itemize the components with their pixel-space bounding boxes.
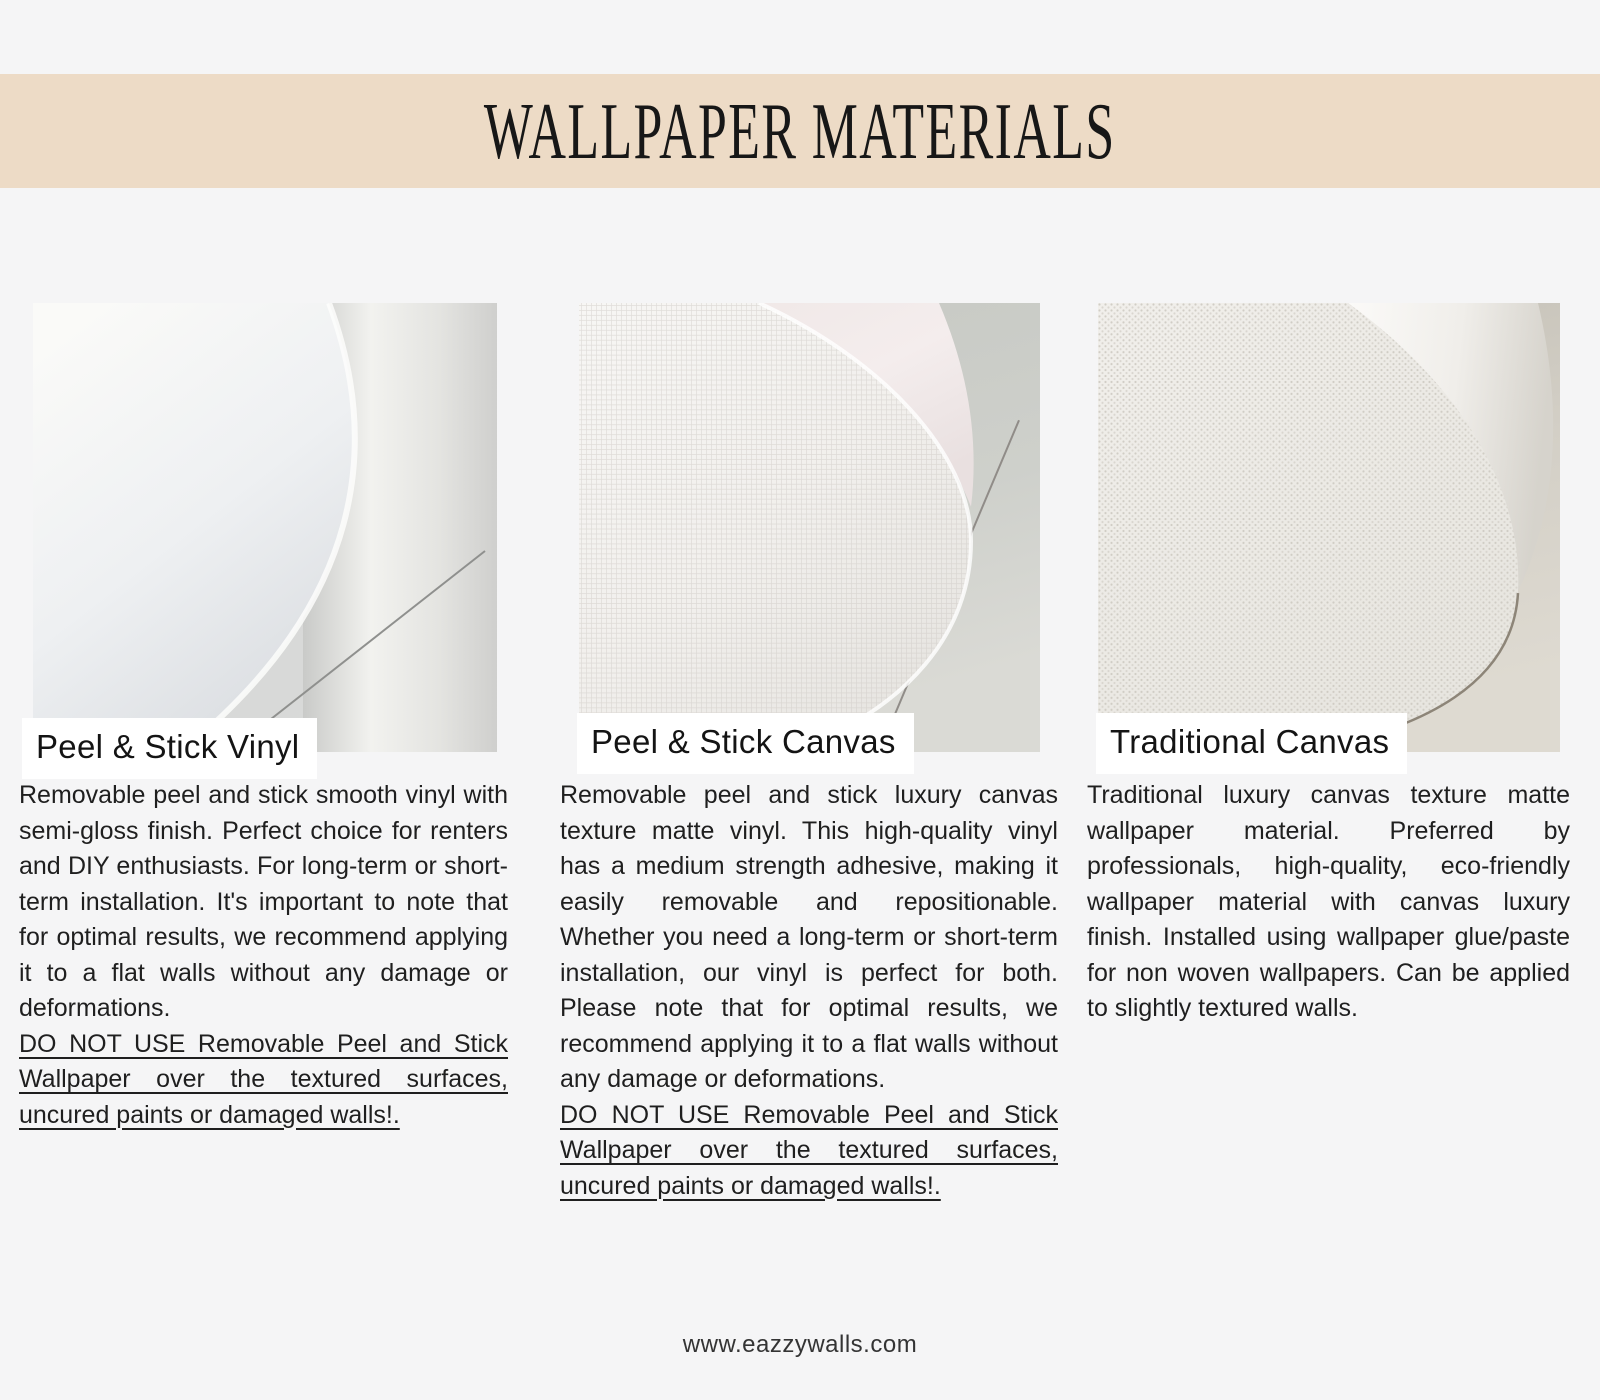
materials-columns [0, 303, 1600, 1263]
material-column-vinyl [19, 303, 508, 1133]
traditional-canvas-sample-photo [1098, 303, 1560, 752]
material-column-traditional [1087, 303, 1570, 1027]
material-description-ps-canvas: Removable peel and stick luxury canvas texture matte vinyl. This high-quality vinyl has a medium strength adhesive, making it easily removable and repositionable. Whether you need a long-term or short-term installation, our vinyl is perfect for both. Please note that for optimal results, we recommend applying it to a flat walls without any damage or deformations. [560, 781, 1058, 1093]
woven-canvas-curl-image [1098, 303, 1560, 752]
canvas-vinyl-curl-image [579, 303, 1040, 752]
material-label-ps-canvas: Peel & Stick Canvas [577, 713, 914, 774]
ps-canvas-sample-photo [579, 303, 1040, 752]
material-column-ps-canvas [560, 303, 1058, 1204]
smooth-vinyl-curl-image [33, 303, 497, 752]
material-description-vinyl: Removable peel and stick smooth vinyl with semi-gloss finish. Perfect choice for renters and DIY enthusiasts. For long-term or short-term installation. It's important to note that for optimal results, we recommend applying it to a flat walls without any damage or deformations. [19, 781, 508, 1022]
header-band [0, 74, 1600, 188]
material-label-vinyl: Peel & Stick Vinyl [22, 718, 317, 779]
page-title: WALLPAPER MATERIALS [484, 85, 1116, 176]
material-warning-vinyl: DO NOT USE Removable Peel and Stick Wallpaper over the textured surfaces, uncured paints or damaged walls!. [19, 1029, 508, 1129]
vinyl-sample-photo [33, 303, 497, 752]
material-description-traditional: Traditional luxury canvas texture matte wallpaper material. Preferred by professionals, high-quality, eco-friendly wallpaper material with canvas luxury finish. Installed using wallpaper glue/paste for non woven wallpapers. Can be applied to slightly textured walls. [1087, 781, 1570, 1022]
material-warning-ps-canvas: DO NOT USE Removable Peel and Stick Wallpaper over the textured surfaces, uncured paints or damaged walls!. [560, 1100, 1058, 1200]
footer-url: www.eazzywalls.com [682, 1331, 918, 1358]
material-label-traditional: Traditional Canvas [1096, 713, 1407, 774]
